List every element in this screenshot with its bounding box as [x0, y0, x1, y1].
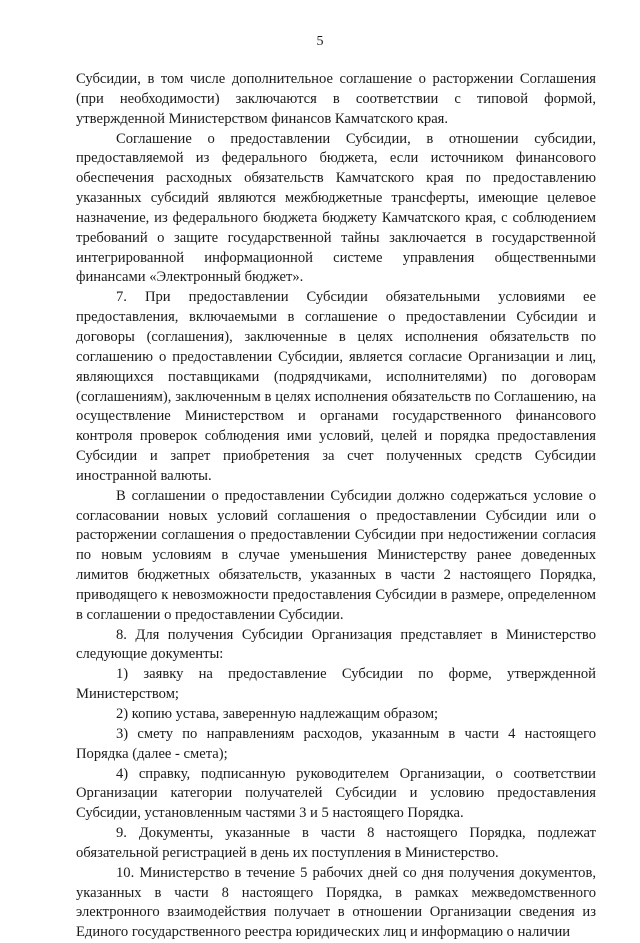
paragraph-clause-9: 9. Документы, указанные в части 8 настоящего Порядка, подлежат обязательной регистрацией в день их поступления в Министерство.: [76, 825, 596, 861]
paragraph-subsidy-agreement-form: Субсидии, в том числе дополнительное соглашение о расторжении Соглашения (при необходимости) заключаются в соответствии с типовой формой, утвержденной Министерством финансов Камчатского края.: [76, 71, 596, 127]
list-item-charter-copy: 2) копию устава, заверенную надлежащим образом;: [116, 706, 439, 722]
list-item-estimate: 3) смету по направлениям расходов, указанным в части 4 настоящего Порядка (далее - смета);: [76, 725, 596, 762]
list-item-certificate: 4) справку, подписанную руководителем Организации, о соответствии Организации категории получателей Субсидии и условию предоставления Субсидии, установленным частями 3 и 5 настоящего Порядка.: [76, 765, 596, 822]
paragraph-clause-8: 8. Для получения Субсидии Организация представляет в Министерство следующие документы:: [76, 626, 596, 663]
paragraph-electronic-budget: Соглашение о предоставлении Субсидии, в отношении субсидии, предоставляемой из федерального бюджета, если источником финансового обеспечения расходных обязательств Камчатского края по предоставлению указанных субсидий являются межбюджетные трансферты, имеющие целевое назначение, из федерального бюджета бюджету Камчатского края, с соблюдением требований о защите государственной тайны заключается в государственной интегрированной информационной системе управления общественными финансами «Электронный бюджет».: [76, 130, 596, 286]
paragraph-limits-reduction: В соглашении о предоставлении Субсидии должно содержаться условие о согласовании новых условий соглашения о предоставлении Субсидии или о расторжении соглашения о предоставлении Субсидии при недостижении согласия по новым условиям в случае уменьшения Министерству ранее доведенных лимитов бюджетных обязательств, указанных в части 2 настоящего Порядка, приводящего к невозможности предоставления Субсидии в размере, определенном в соглашении о предоставлении Субсидии.: [76, 487, 596, 623]
paragraph-clause-7: 7. При предоставлении Субсидии обязательными условиями ее предоставления, включаемыми в соглашение о предоставлении Субсидии и договоры (соглашения), заключенные в целях исполнения обязательств по соглашению о предоставлении Субсидии, является согласие Организации и лиц, являющихся поставщиками (подрядчиками, исполнителями) по договорам (соглашениям), заключенным в целях исполнения обязательств по Соглашению, на осуществление Министерством и органами государственного финансового контроля проверок соблюдения ими условий, целей и порядка предоставления Субсидии и запрет приобретения за счет полученных средств Субсидии иностранной валюты.: [76, 289, 596, 484]
paragraph-clause-10: 10. Министерство в течение 5 рабочих дней со дня получения документов, указанных в части 8 настоящего Порядка, в рамках межведомственного электронного взаимодействия получает в отношении Организации сведения из Единого государственного реестра юридических лиц и информацию о наличии: [76, 864, 596, 941]
page-number: 5: [316, 34, 324, 49]
list-item-application: 1) заявку на предоставление Субсидии по форме, утвержденной Министерством;: [76, 666, 596, 703]
document-body: [76, 70, 596, 943]
